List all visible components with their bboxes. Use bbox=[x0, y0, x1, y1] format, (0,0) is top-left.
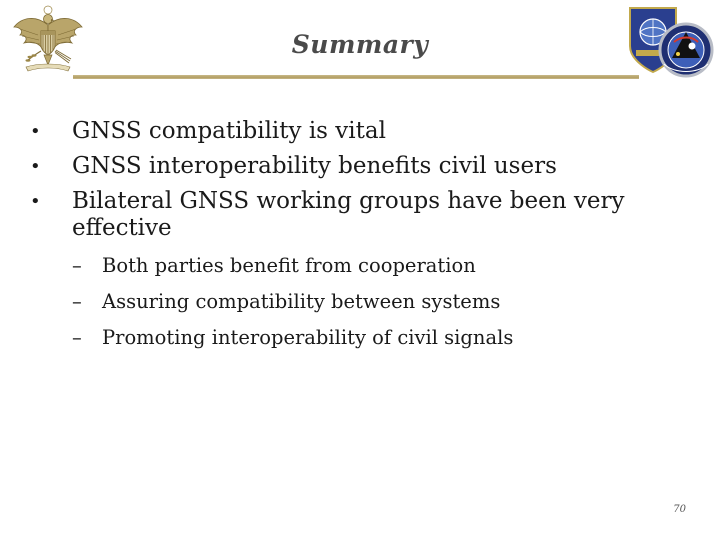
sub-bullet-text: Promoting interoperability of civil signals bbox=[102, 326, 514, 349]
sub-bullet-marker: – bbox=[72, 290, 82, 313]
slide-body bbox=[30, 118, 680, 362]
bullet-text: GNSS interoperability benefits civil users bbox=[72, 153, 557, 179]
bullet-text: Bilateral GNSS working groups have been very effective bbox=[72, 188, 625, 241]
bullet-text: GNSS compatibility is vital bbox=[72, 118, 386, 144]
sub-bullet-list bbox=[30, 254, 680, 350]
bullet-marker: • bbox=[30, 156, 41, 177]
sub-bullet-item bbox=[72, 290, 680, 314]
bullet-marker: • bbox=[30, 191, 41, 212]
sub-bullet-item bbox=[72, 254, 680, 278]
sub-bullet-marker: – bbox=[72, 254, 82, 277]
sub-bullet-text: Both parties benefit from cooperation bbox=[102, 254, 476, 277]
sub-bullet-text: Assuring compatibility between systems bbox=[102, 290, 501, 313]
title-rule bbox=[73, 75, 639, 79]
bullet-marker: • bbox=[30, 121, 41, 142]
slide-title: Summary bbox=[291, 30, 429, 59]
page-number: 70 bbox=[673, 504, 686, 515]
bullet-item bbox=[30, 188, 680, 242]
sub-bullet-marker: – bbox=[72, 326, 82, 349]
slide-header bbox=[0, 0, 720, 90]
sub-bullet-item bbox=[72, 326, 680, 350]
bullet-item bbox=[30, 153, 680, 180]
air-force-space-command-patches-icon bbox=[626, 2, 716, 82]
bullet-item bbox=[30, 118, 680, 145]
